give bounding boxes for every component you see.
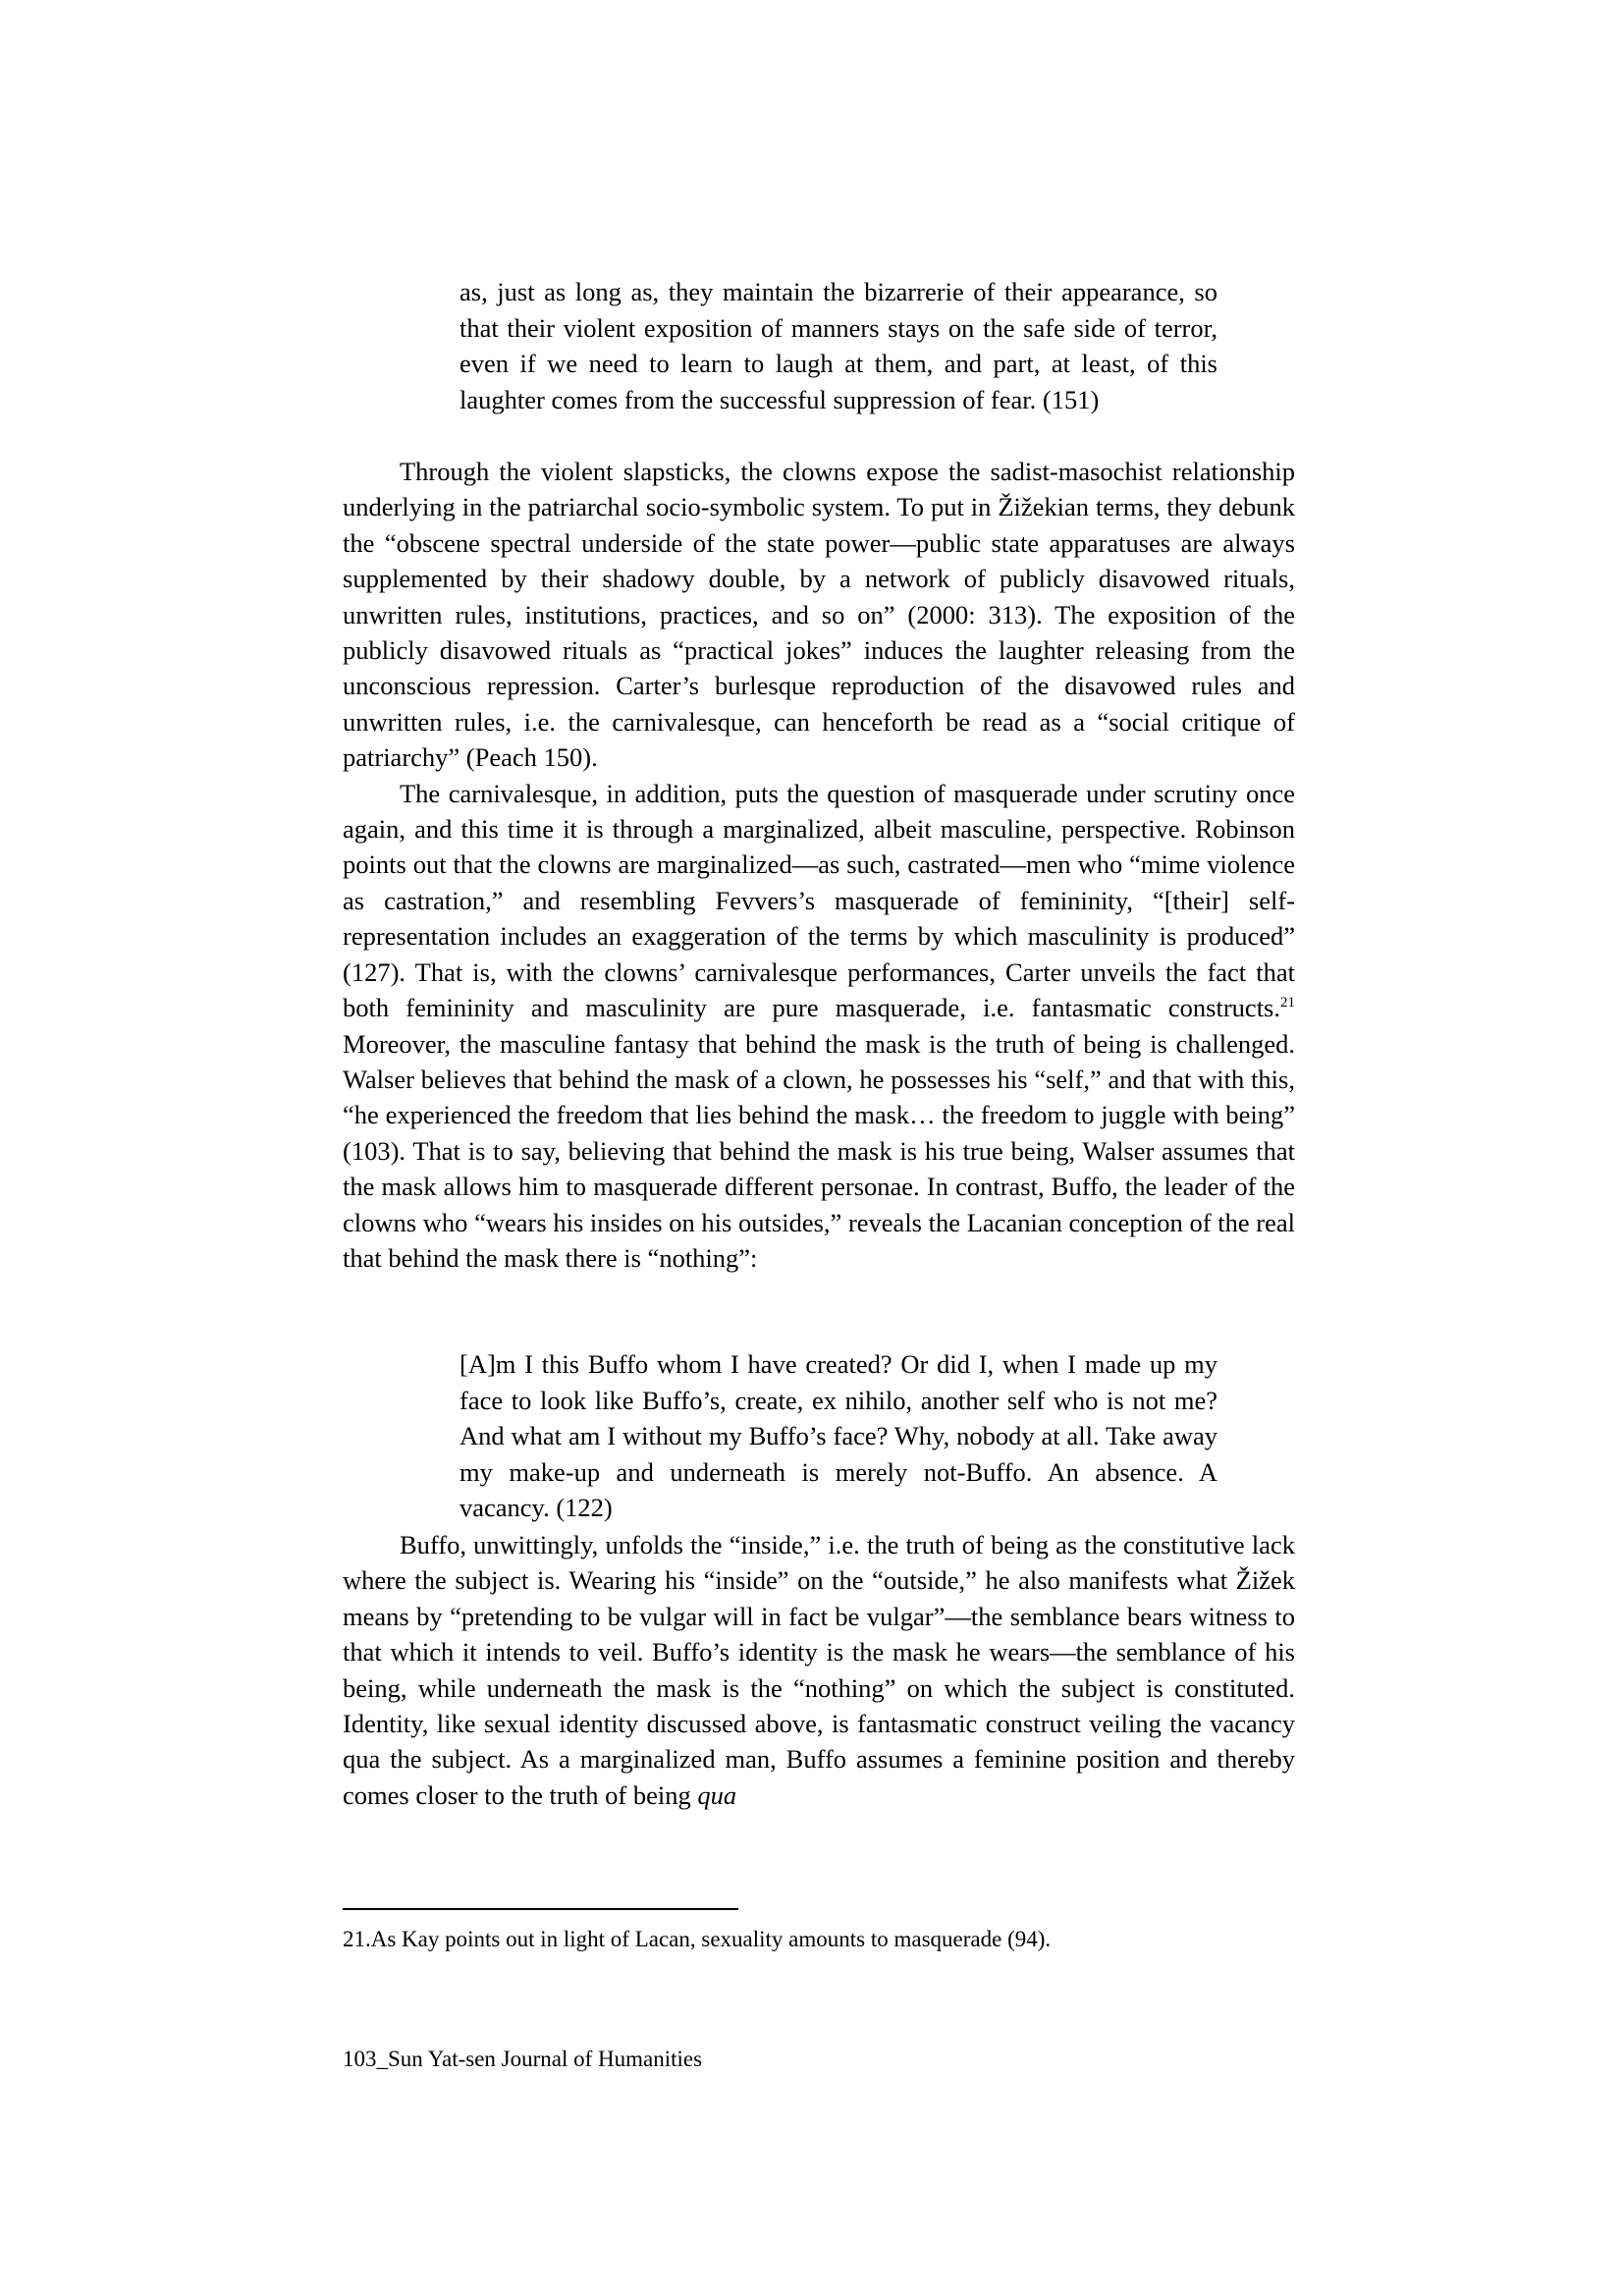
page-footer: 103_Sun Yat-sen Journal of Humanities [343,2047,703,2071]
paragraph-2-text-b: Moreover, the masculine fantasy that behind the mask is the truth of being is challenged. Walser believes that behind the mask of a clown, he possesses his “self,” and that with this, “he experienced the freedom that lies behind the mask… the freedom to juggle with being” (103). That is to say, believing that behind the mask is his true being, Walser assumes that the mask allows him to masquerade different personae. In contrast, Buffo, the leader of the clowns who “wears his insides on his outsides,” reveals the Lacanian conception of the real that behind the mask there is “nothing”: [343,1028,1295,1273]
block-quote-2: [A]m I this Buffo whom I have created? Or did I, when I made up my face to look like Buffo’s, create, ex nihilo, another self who is not me? And what am I without my Buffo’s face? Why, nobody at all. Take away my make-up and underneath is merely not-Buffo. An absence. A vacancy. (122) [460,1349,1217,1522]
body-text-lower [343,1527,1295,1813]
footnote-reference[interactable]: 21 [1280,995,1295,1011]
paragraph-3 [343,1527,1295,1813]
footnote-divider [343,1908,738,1910]
paragraph-1: Through the violent slapsticks, the clowns expose the sadist-masochist relationship underlying in the patriarchal socio-symbolic system. To put in Žižekian terms, they debunk the “obscene spectral underside of the state power—public state apparatuses are always supplemented by their shadowy double, by a network of publicly disavowed rituals, unwritten rules, institutions, practices, and so on” (2000: 313). The exposition of the publicly disavowed rituals as “practical jokes” induces the laughter releasing from the unconscious repression. Carter’s burlesque reproduction of the disavowed rules and unwritten rules, i.e. the carnivalesque, can henceforth be read as a “social critique of patriarchy” (Peach 150). [343,457,1295,773]
block-quote-1: as, just as long as, they maintain the bizarrerie of their appearance, so that their violent exposition of manners stays on the safe side of terror, even if we need to learn to laugh at them, and part, at least, of this laughter comes from the successful suppression of fear. (151) [460,277,1217,414]
footnote: 21.As Kay points out in light of Lacan, sexuality amounts to masquerade (94). [343,1927,1052,1951]
paragraph-2-text-a: The carnivalesque, in addition, puts the question of masquerade under scrutiny once again, and this time it is through a marginalized, albeit masculine, perspective. Robinson points out that the clowns are marginalized—as such, castrated—men who “mime violence as castration,” and resembling Fevvers’s masquerade of femininity, “[their] self-representation includes an exaggeration of the terms by which masculinity is produced” (127). That is, with the clowns’ carnivalesque performances, Carter unveils the fact that both femininity and masculinity are pure masquerade, i.e. fantasmatic constructs. [343,778,1295,1023]
paragraph-3-text: Buffo, unwittingly, unfolds the “inside,” i.e. the truth of being as the constitutive lack where the subject is. Wearing his “inside” on the “outside,” he also manifests what Žižek means by “pretending to be vulgar will in fact be vulgar”—the semblance bears witness to that which it intends to veil. Buffo’s identity is the mask he wears—the semblance of his being, while underneath the mask is the “nothing” on which the subject is constituted. Identity, like sexual identity discussed above, is fantasmatic construct veiling the vacancy qua the subject. As a marginalized man, Buffo assumes a feminine position and thereby comes closer to the truth of being [343,1530,1295,1810]
body-text-upper [343,454,1295,1276]
paragraph-2 [343,776,1295,1277]
paragraph-3-italic: qua [697,1779,737,1810]
